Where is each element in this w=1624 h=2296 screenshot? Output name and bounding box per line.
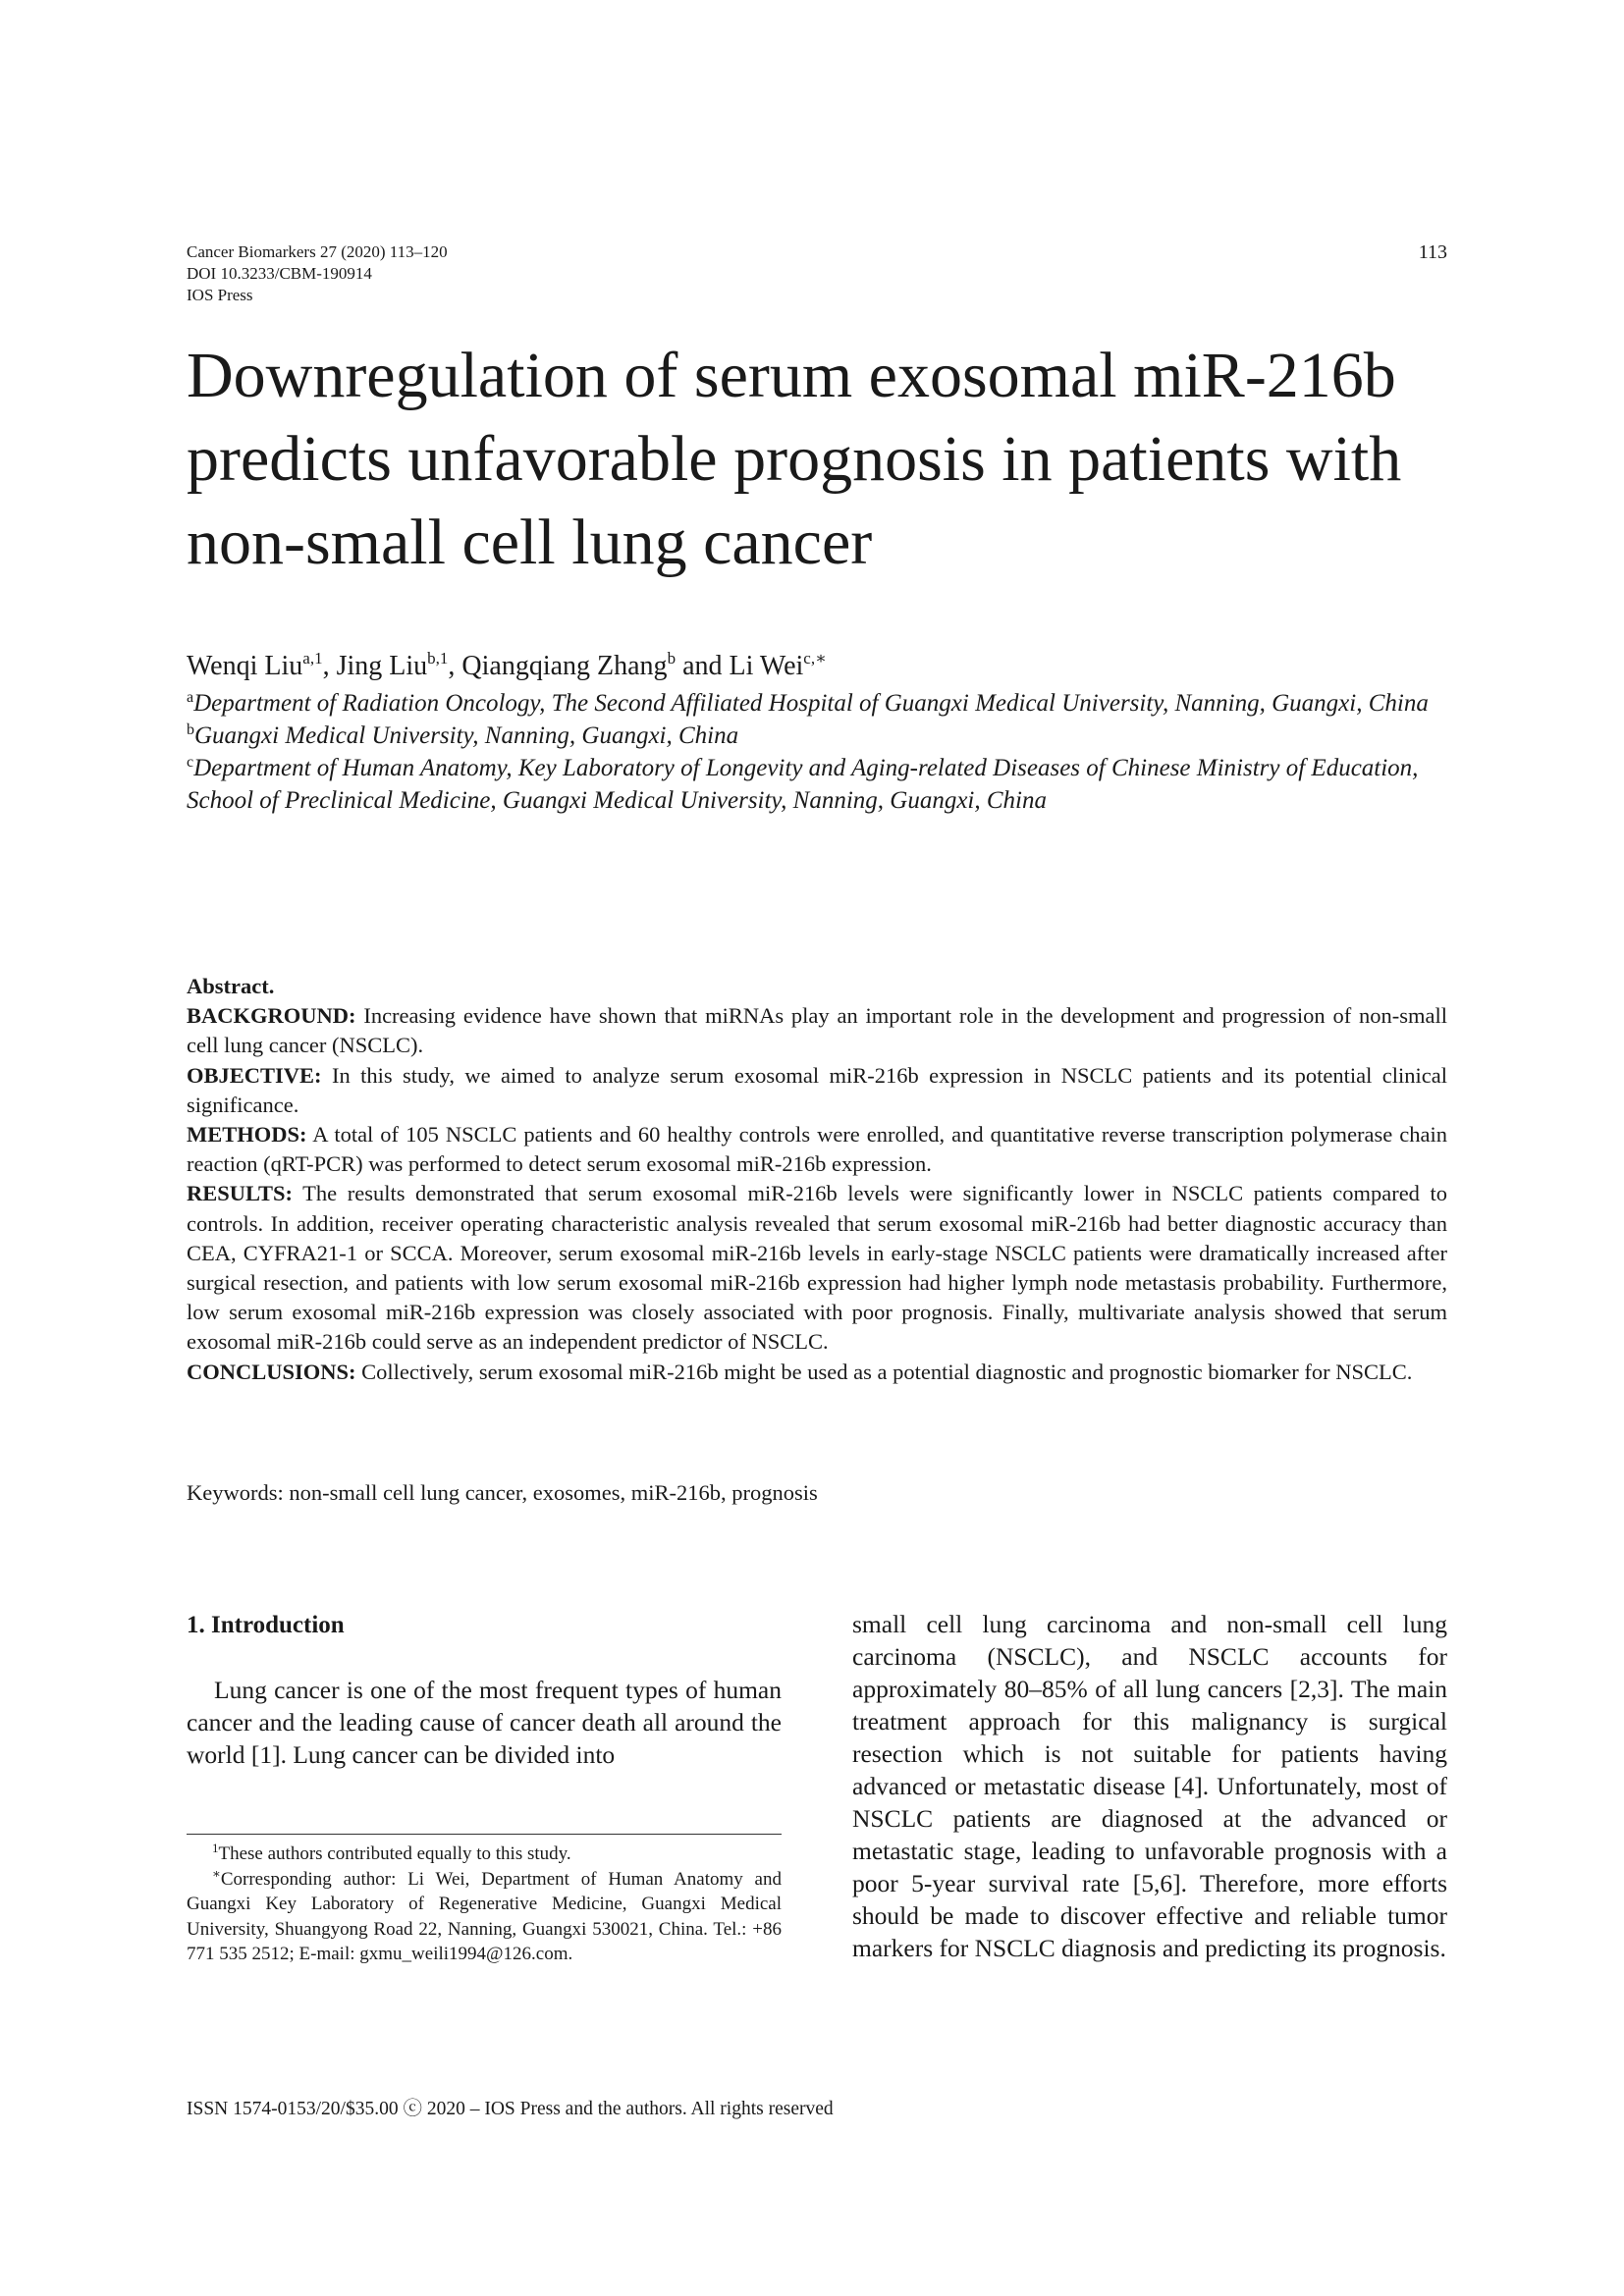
affiliation-item: $^c$Department of Human Anatomy, Key Laboratory of Longevity and Aging-related Diseases of Chinese Ministry of Education, School of Preclinical Medicine, Guangxi Medical University, Nanning, Guangxi, China	[187, 754, 1419, 814]
body-column-left	[187, 1674, 782, 1771]
abstract-results: RESULTS: The results demonstrated that serum exosomal miR-216b levels were significantly lower in NSCLC patients compared to controls. In addition, receiver operating characteristic analysis revealed that serum exosomal miR-216b had better diagnostic accuracy than CEA, CYFRA21-1 or SCCA. Moreover, serum exosomal miR-216b levels in early-stage NSCLC patients were dramatically increased after surgical resection, and patients with low serum exosomal miR-216b expression had higher lymph node metastasis probability. Furthermore, low serum exosomal miR-216b expression was closely associated with poor prognosis. Finally, multivariate analysis showed that serum exosomal miR-216b could serve as an independent predictor of NSCLC.	[187, 1181, 1447, 1355]
author: Li Wei$^{c,∗}$	[729, 649, 827, 681]
abstract	[187, 972, 1447, 1387]
journal-header	[187, 241, 448, 306]
page-number: 113	[1418, 241, 1447, 263]
section-heading-introduction: 1. Introduction	[187, 1612, 345, 1638]
keywords: Keywords: non-small cell lung cancer, exosomes, miR-216b, prognosis	[187, 1480, 818, 1505]
footnote-corresponding-author: ∗Corresponding author: Li Wei, Department of Human Anatomy and Guangxi Key Laboratory of Regenerative Medicine, Guangxi Medical University, Shuangyong Road 22, Nanning, Guangxi 530021, China. Tel.: +86 771 535 2512; E-mail: gxmu_weili1994@126.com.	[187, 1865, 782, 1964]
abstract-conclusions: CONCLUSIONS: Collectively, serum exosomal miR-216b might be used as a potential diagnostic and prognostic biomarker for NSCLC.	[187, 1359, 1413, 1384]
author: Jing Liu$^{b,1}$,	[336, 649, 462, 681]
abstract-heading: Abstract.	[187, 974, 275, 998]
affiliation-item: $^a$Department of Radiation Oncology, The Second Affiliated Hospital of Guangxi Medical University, Nanning, Guangxi, China	[187, 689, 1429, 717]
affiliation-item: $^b$Guangxi Medical University, Nanning, Guangxi, China	[187, 721, 739, 749]
author: Wenqi Liu$^{a,1}$,	[187, 649, 337, 681]
footnote-equal-contribution: $^1$These authors contributed equally to this study.	[212, 1841, 571, 1864]
journal-citation: Cancer Biomarkers 27 (2020) 113–120	[187, 242, 448, 261]
author: Qiangqiang Zhang$^b$ and	[461, 649, 730, 681]
publisher-line: IOS Press	[187, 286, 253, 304]
abstract-objective: OBJECTIVE: In this study, we aimed to analyze serum exosomal miR-216b expression in NSCLC patients and its potential clinical significance.	[187, 1062, 1447, 1117]
footnotes	[187, 1842, 782, 1967]
author-list	[187, 650, 827, 683]
abstract-methods: METHODS: A total of 105 NSCLC patients and 60 healthy controls were enrolled, and quantitative reverse transcription polymerase chain reaction (qRT-PCR) was performed to detect serum exosomal miR-216b expression.	[187, 1122, 1448, 1177]
body-column-right	[852, 1608, 1447, 1964]
doi-line: DOI 10.3233/CBM-190914	[187, 264, 372, 283]
issn-copyright-line: ISSN 1574-0153/20/$35.00 ⓒ 2020 – IOS Press and the authors. All rights reserved	[187, 2099, 834, 2119]
article-title: Downregulation of serum exosomal miR-216b predicts unfavorable prognosis in patients with non-small cell lung cancer	[187, 340, 1402, 578]
abstract-background: BACKGROUND: Increasing evidence have shown that miRNAs play an important role in the development and progression of non-small cell lung cancer (NSCLC).	[187, 1003, 1447, 1058]
affiliations	[187, 687, 1453, 817]
footnote-divider	[187, 1834, 782, 1835]
intro-paragraph: Lung cancer is one of the most frequent types of human cancer and the leading cause of cancer death all around the world [1]. Lung cancer can be divided into	[187, 1676, 782, 1769]
intro-paragraph-continued: small cell lung carcinoma and non-small cell lung carcinoma (NSCLC), and NSCLC accounts for approximately 80–85% of all lung cancers [2,3]. The main treatment approach for this malignancy is surgical resection which is not suitable for patients having advanced or metastatic disease [4]. Unfortunately, most of NSCLC patients are diagnosed at the advanced or metastatic stage, leading to unfavorable prognosis with a poor 5-year survival rate [5,6]. Therefore, more efforts should be made to discover effective and reliable tumor markers for NSCLC diagnosis and predicting its prognosis.	[852, 1610, 1447, 1962]
